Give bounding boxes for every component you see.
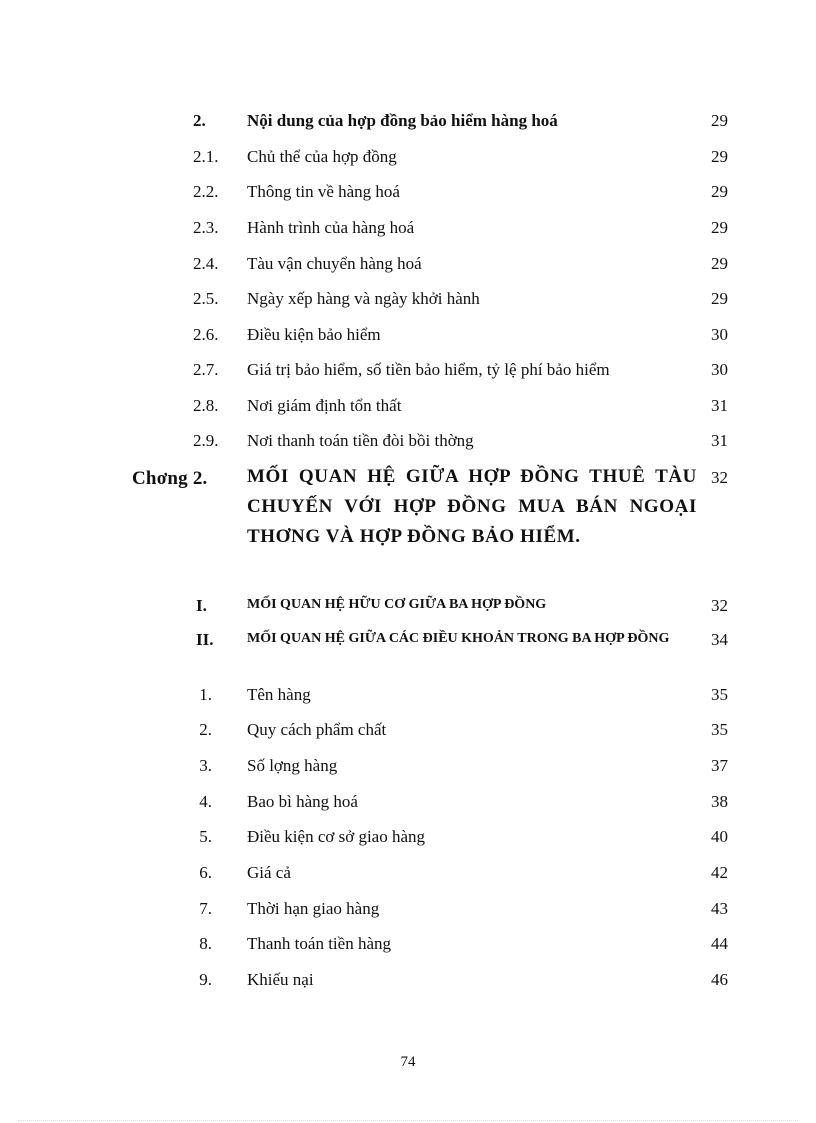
toc-entry-page: 30 (711, 325, 728, 344)
toc-entry-page: 31 (711, 431, 728, 450)
toc-entry-number: 2.3. (193, 218, 219, 237)
toc-entry-page: 34 (711, 630, 728, 649)
toc-section-title: MỐI QUAN HỆ GIỮA CÁC ĐIỀU KHOẢN TRONG BA HỢP ĐỒNG (247, 631, 670, 646)
toc-entry-page: 32 (711, 596, 728, 615)
toc-entry-page: 38 (711, 792, 728, 811)
toc-entry-title: Nơi giám định tổn thất (247, 396, 402, 415)
toc-section-title: MỐI QUAN HỆ HỮU CƠ GIỮA BA HỢP ĐỒNG (247, 597, 547, 612)
toc-entry-page: 29 (711, 147, 728, 166)
toc-entry-title: Nơi thanh toán tiền đòi bồi thờng (247, 431, 474, 450)
toc-entry-page: 35 (711, 685, 728, 704)
toc-chapter-number: Chơng 2. (132, 468, 208, 489)
toc-entry-page: 30 (711, 360, 728, 379)
toc-entry-number: 5. (199, 827, 212, 846)
toc-entry-title: Điều kiện cơ sở giao hàng (247, 827, 426, 846)
toc-entry-page: 31 (711, 396, 728, 415)
toc-entry-page: 37 (711, 756, 728, 775)
toc-entry-title: Tàu vận chuyển hàng hoá (247, 254, 422, 273)
toc-entry-number: 2.1. (193, 147, 219, 166)
toc-entry-number: 2.8. (193, 396, 219, 415)
toc-entry-title: Số lợng hàng (247, 756, 338, 775)
toc-entry-number: 3. (199, 756, 212, 775)
toc-entry-number: 8. (199, 934, 212, 953)
toc-entry-page: 32 (711, 468, 728, 487)
toc-entry-number: 2.9. (193, 431, 219, 450)
toc-entry-page: 46 (711, 970, 728, 989)
page-bottom-divider (18, 1120, 798, 1121)
toc-entry-number: 2.4. (193, 254, 219, 273)
toc-entry-title: Khiếu nại (247, 970, 314, 989)
toc-entry-page: 44 (711, 934, 728, 953)
toc-entry-title: Quy cách phẩm chất (247, 720, 387, 739)
toc-entry-page: 29 (711, 254, 728, 273)
toc-entry-number: 9. (199, 970, 212, 989)
toc-entry-number: 2.2. (193, 182, 219, 201)
toc-entry-number: 2.7. (193, 360, 219, 379)
toc-entry-number: 6. (199, 863, 212, 882)
toc-entry-number: 2. (193, 111, 206, 130)
toc-entry-number: 4. (199, 792, 212, 811)
toc-entry-title: Hành trình của hàng hoá (247, 218, 415, 237)
toc-entry-number: 7. (199, 899, 212, 918)
toc-entry-title: Ngày xếp hàng và ngày khởi hành (247, 289, 480, 308)
toc-entry-title: Chủ thể của hợp đồng (247, 147, 397, 166)
toc-entry-page: 29 (711, 218, 728, 237)
toc-entry-title: Giá cả (247, 863, 291, 882)
toc-entry-title: Thanh toán tiền hàng (247, 934, 391, 953)
toc-entry-title: Bao bì hàng hoá (247, 792, 358, 811)
toc-entry-title: Điều kiện bảo hiểm (247, 325, 381, 344)
toc-entry-number: 1. (199, 685, 212, 704)
toc-entry-title: Nội dung của hợp đồng bảo hiểm hàng hoá (247, 111, 558, 130)
toc-section-number: I. (196, 596, 207, 615)
toc-entry-number: 2. (199, 720, 212, 739)
page-number: 74 (400, 1054, 416, 1070)
toc-entry-page: 29 (711, 182, 728, 201)
toc-entry-number: 2.5. (193, 289, 219, 308)
toc-entry-number: 2.6. (193, 325, 219, 344)
toc-chapter-title: MỐI QUAN HỆ GIỮA HỢP ĐỒNG THUÊ TÀU CHUYẾN VỚI HỢP ĐỒNG MUA BÁN NGOẠI THƠNG VÀ HỢP ĐỒNG BẢO HIỂM. (247, 466, 697, 547)
toc-entry-title: Thời hạn giao hàng (247, 899, 380, 918)
toc-entry-page: 40 (711, 827, 728, 846)
toc-entry-page: 29 (711, 289, 728, 308)
toc-entry-page: 43 (711, 899, 728, 918)
toc-section-number: II. (196, 630, 214, 649)
toc-entry-title: Thông tin về hàng hoá (247, 182, 400, 201)
toc-entry-page: 42 (711, 863, 728, 882)
toc-entry-title: Tên hàng (247, 685, 311, 704)
toc-entry-page: 29 (711, 111, 728, 130)
toc-entry-title: Giá trị bảo hiểm, số tiền bảo hiểm, tỷ lệ phí bảo hiểm (247, 360, 610, 379)
toc-entry-page: 35 (711, 720, 728, 739)
